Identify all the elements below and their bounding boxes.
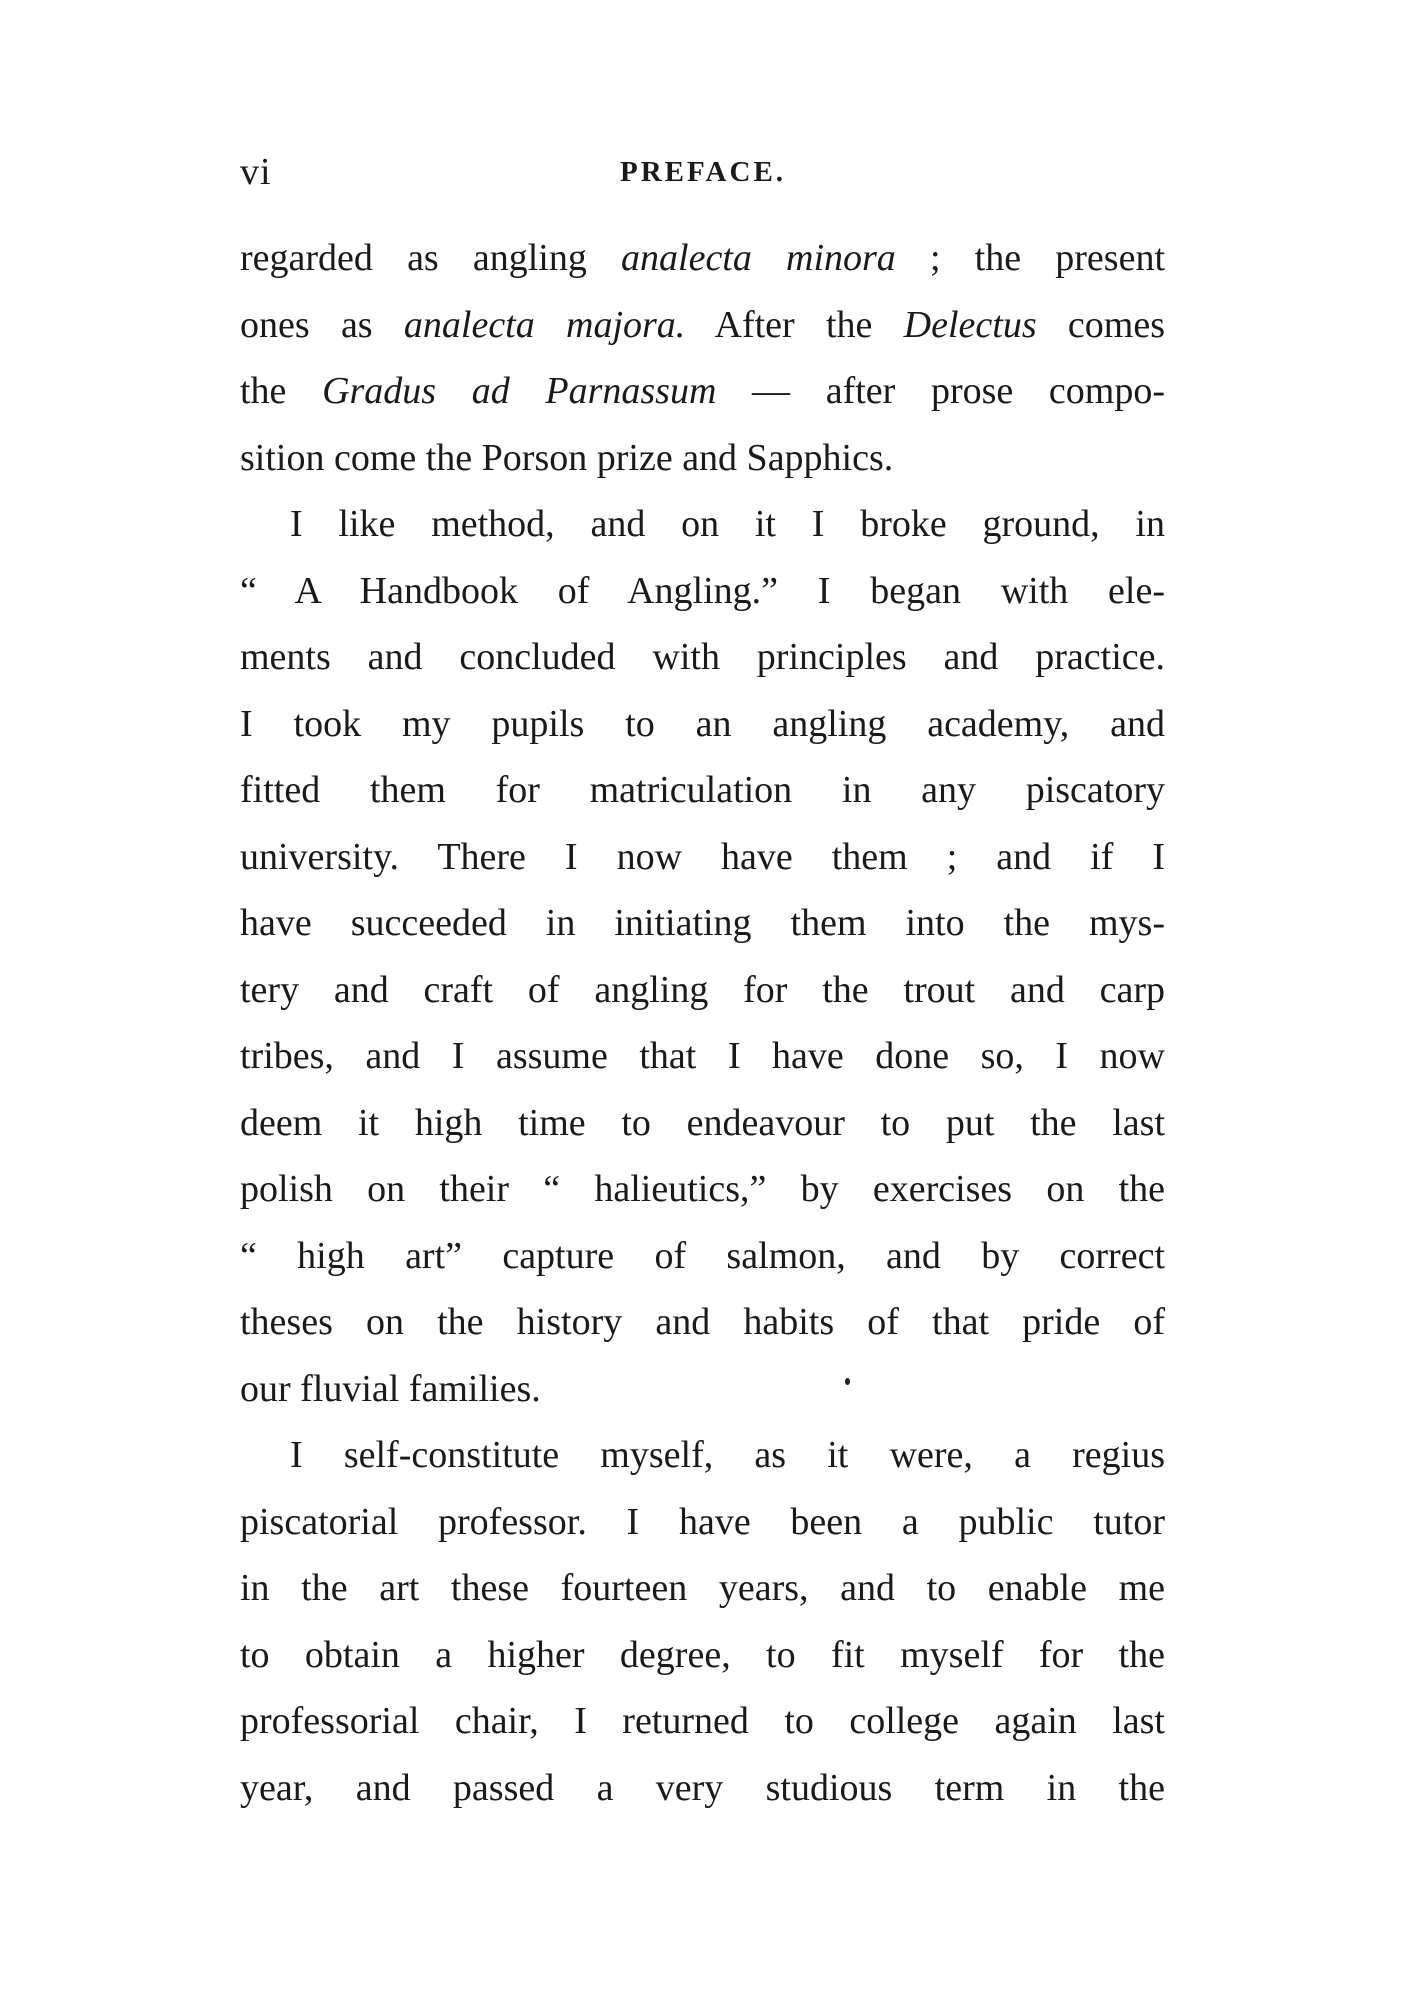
text-line: [240, 1688, 1165, 1755]
page-number: vi: [240, 151, 272, 193]
text-run: theses on the history and habits of that pride of: [240, 1301, 1165, 1343]
text-run: After the: [685, 303, 904, 346]
text-run: ones as: [240, 303, 404, 346]
text-run: I self-constitute myself, as it were, a regius: [290, 1434, 1165, 1476]
text-line: [240, 1555, 1165, 1622]
body-text: [240, 225, 1165, 1821]
text-line: [240, 1755, 1165, 1822]
text-line: [240, 957, 1165, 1024]
text-run: polish on their “ halieutics,” by exercises on the: [240, 1168, 1165, 1210]
running-head: [240, 150, 1170, 200]
text-run: our fluvial families.: [240, 1367, 541, 1410]
text-run: I like method, and on it I broke ground, in: [290, 503, 1165, 545]
text-run: comes: [1036, 303, 1165, 346]
text-line: [240, 691, 1165, 758]
text-run: ments and concluded with principles and practice.: [240, 636, 1165, 678]
text-run: have succeeded in initiating them into the mys-: [240, 902, 1165, 944]
text-run: I took my pupils to an angling academy, and: [240, 702, 1165, 745]
italic-text: Gradus ad Parnassum: [322, 370, 717, 412]
text-line: [240, 425, 1165, 492]
text-line: [240, 1090, 1165, 1157]
running-title: PREFACE.: [620, 156, 787, 188]
text-run: fitted them for matriculation in any piscatory: [240, 769, 1165, 811]
text-run: sition come the Porson prize and Sapphics.: [240, 436, 894, 479]
text-line: [240, 1223, 1165, 1290]
italic-text: analecta minora: [621, 237, 896, 279]
text-run: university. There I now have them ; and if I: [240, 835, 1165, 878]
text-line: [240, 1023, 1165, 1090]
text-line: [240, 1622, 1165, 1689]
text-run: professorial chair, I returned to college again last: [240, 1700, 1165, 1742]
text-line: [240, 225, 1165, 292]
text-line: [240, 1156, 1165, 1223]
text-run: in the art these fourteen years, and to enable me: [240, 1567, 1165, 1609]
text-run: tribes, and I assume that I have done so, I now: [240, 1035, 1165, 1077]
text-line: [240, 358, 1165, 425]
text-run: “ A Handbook of Angling.” I began with ele-: [240, 569, 1165, 612]
text-line: [240, 624, 1165, 691]
text-line: [240, 1422, 1165, 1489]
text-line: [240, 1356, 1165, 1423]
text-run: “ high art” capture of salmon, and by correct: [240, 1234, 1165, 1277]
text-run: deem it high time to endeavour to put the last: [240, 1101, 1165, 1144]
text-run: regarded as angling: [240, 237, 622, 279]
italic-text: Delectus: [903, 303, 1037, 346]
text-line: [240, 824, 1165, 891]
text-run: piscatorial professor. I have been a public tutor: [240, 1500, 1165, 1543]
text-run: — after prose compo-: [716, 370, 1165, 412]
text-run: ; the present: [895, 237, 1165, 279]
print-speck: [845, 1378, 850, 1385]
text-line: [240, 292, 1165, 359]
text-line: [240, 491, 1165, 558]
text-run: tery and craft of angling for the trout and carp: [240, 968, 1165, 1011]
text-run: the: [240, 370, 323, 412]
text-run: year, and passed a very studious term in the: [240, 1766, 1165, 1809]
text-line: [240, 890, 1165, 957]
text-line: [240, 558, 1165, 625]
text-run: to obtain a higher degree, to fit myself for the: [240, 1633, 1165, 1676]
text-line: [240, 757, 1165, 824]
text-line: [240, 1289, 1165, 1356]
italic-text: analecta majora.: [403, 303, 686, 346]
text-line: [240, 1489, 1165, 1556]
